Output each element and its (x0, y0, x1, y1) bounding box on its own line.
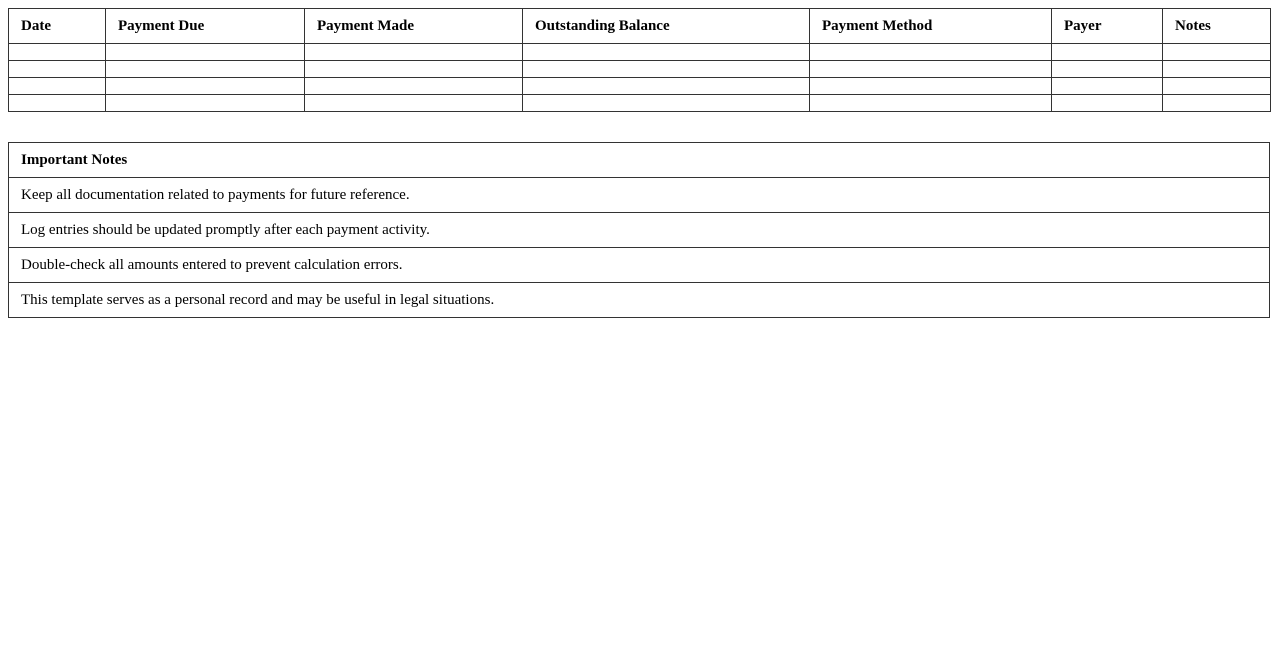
cell-payment-made[interactable] (305, 95, 523, 112)
table-row (9, 95, 1271, 112)
cell-outstanding-balance[interactable] (523, 95, 810, 112)
payment-log-table (8, 8, 1271, 112)
cell-payment-method[interactable] (810, 78, 1052, 95)
column-header-date: Date (9, 9, 106, 44)
cell-outstanding-balance[interactable] (523, 61, 810, 78)
cell-notes[interactable] (1163, 61, 1271, 78)
cell-date[interactable] (9, 78, 106, 95)
cell-payer[interactable] (1052, 44, 1163, 61)
table-row (9, 44, 1271, 61)
column-header-payment-made: Payment Made (305, 9, 523, 44)
column-header-payment-due: Payment Due (106, 9, 305, 44)
note-text: This template serves as a personal record and may be useful in legal situations. (9, 283, 1270, 318)
cell-notes[interactable] (1163, 95, 1271, 112)
cell-payment-due[interactable] (106, 78, 305, 95)
cell-payment-method[interactable] (810, 61, 1052, 78)
table-row (9, 78, 1271, 95)
cell-payer[interactable] (1052, 78, 1163, 95)
note-text: Double-check all amounts entered to prevent calculation errors. (9, 248, 1270, 283)
column-header-notes: Notes (1163, 9, 1271, 44)
cell-date[interactable] (9, 44, 106, 61)
cell-payment-made[interactable] (305, 61, 523, 78)
column-header-payer: Payer (1052, 9, 1163, 44)
cell-notes[interactable] (1163, 44, 1271, 61)
important-notes-title: Important Notes (9, 143, 1270, 178)
column-header-outstanding-balance: Outstanding Balance (523, 9, 810, 44)
cell-outstanding-balance[interactable] (523, 44, 810, 61)
cell-payment-due[interactable] (106, 44, 305, 61)
cell-payment-method[interactable] (810, 44, 1052, 61)
table-row (9, 61, 1271, 78)
cell-payment-due[interactable] (106, 61, 305, 78)
cell-payer[interactable] (1052, 61, 1163, 78)
important-notes-table (8, 142, 1270, 318)
cell-payer[interactable] (1052, 95, 1163, 112)
document-body (8, 8, 1270, 318)
note-text: Keep all documentation related to payments for future reference. (9, 178, 1270, 213)
cell-payment-made[interactable] (305, 78, 523, 95)
list-item (9, 178, 1270, 213)
list-item (9, 283, 1270, 318)
note-text: Log entries should be updated promptly after each payment activity. (9, 213, 1270, 248)
cell-notes[interactable] (1163, 78, 1271, 95)
cell-payment-method[interactable] (810, 95, 1052, 112)
list-item (9, 213, 1270, 248)
column-header-payment-method: Payment Method (810, 9, 1052, 44)
list-item (9, 248, 1270, 283)
notes-header-row (9, 143, 1270, 178)
cell-payment-made[interactable] (305, 44, 523, 61)
table-header-row (9, 9, 1271, 44)
cell-outstanding-balance[interactable] (523, 78, 810, 95)
cell-payment-due[interactable] (106, 95, 305, 112)
cell-date[interactable] (9, 95, 106, 112)
cell-date[interactable] (9, 61, 106, 78)
